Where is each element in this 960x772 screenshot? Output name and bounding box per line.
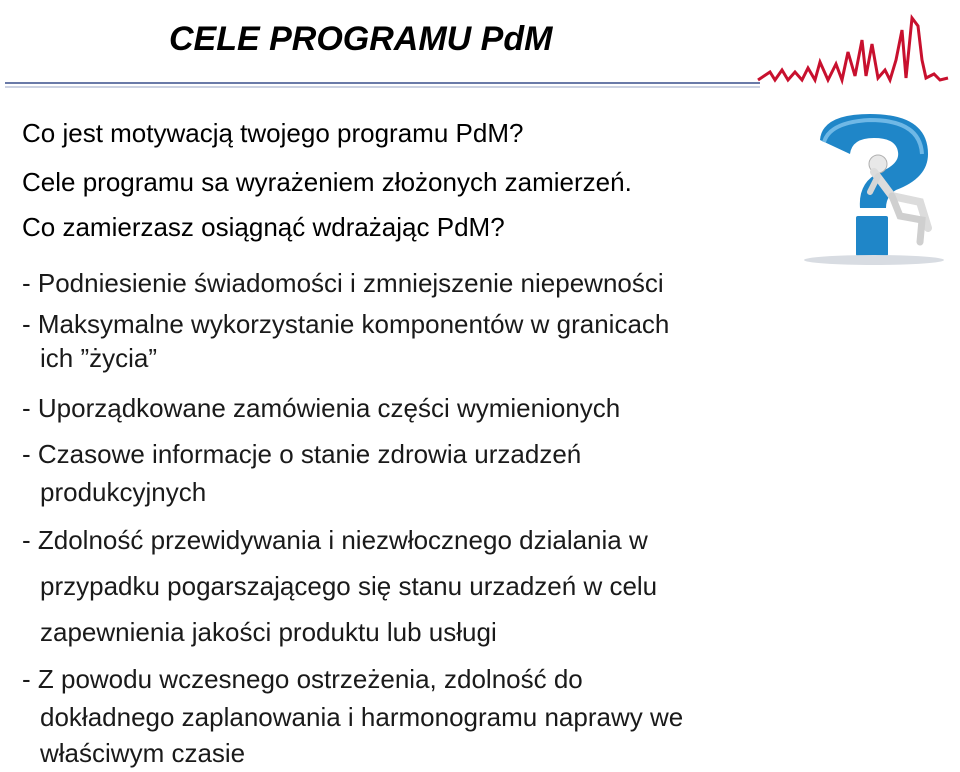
bullet-line: właściwym czasie xyxy=(40,738,246,768)
bullet-line: - Uporządkowane zamówienia części wymienionych xyxy=(22,393,621,423)
bullet-line: - Podniesienie świadomości i zmniejszenie niepewności xyxy=(22,268,664,298)
bullet-line: przypadku pogarszającego się stanu urzadzeń w celu xyxy=(40,571,658,601)
bullet-line: - Maksymalne wykorzystanie komponentów w granicach xyxy=(22,309,670,339)
bullet-line: zapewnienia jakości produktu lub usługi xyxy=(40,617,497,647)
question-line: Co zamierzasz osiągnąć wdrażając PdM? xyxy=(22,212,505,242)
question-line: Cele programu sa wyrażeniem złożonych zamierzeń. xyxy=(22,167,632,197)
bullet-line: ich ”życia” xyxy=(40,343,158,373)
question-mark-figure-icon xyxy=(800,110,950,265)
bullet-line: dokładnego zaplanowania i harmonogramu naprawy we xyxy=(40,702,684,732)
bullet-line: - Czasowe informacje o stanie zdrowia urzadzeń xyxy=(22,439,582,469)
question-line: Co jest motywacją twojego programu PdM? xyxy=(22,118,524,148)
bullet-line: - Zdolność przewidywania i niezwłocznego dzialania w xyxy=(22,525,648,555)
slide-title: CELE PROGRAMU PdM xyxy=(169,20,553,58)
waveform-logo xyxy=(0,0,960,100)
bullet-line: produkcyjnych xyxy=(40,477,207,507)
bullet-line: - Z powodu wczesnego ostrzeżenia, zdolność do xyxy=(22,664,583,694)
